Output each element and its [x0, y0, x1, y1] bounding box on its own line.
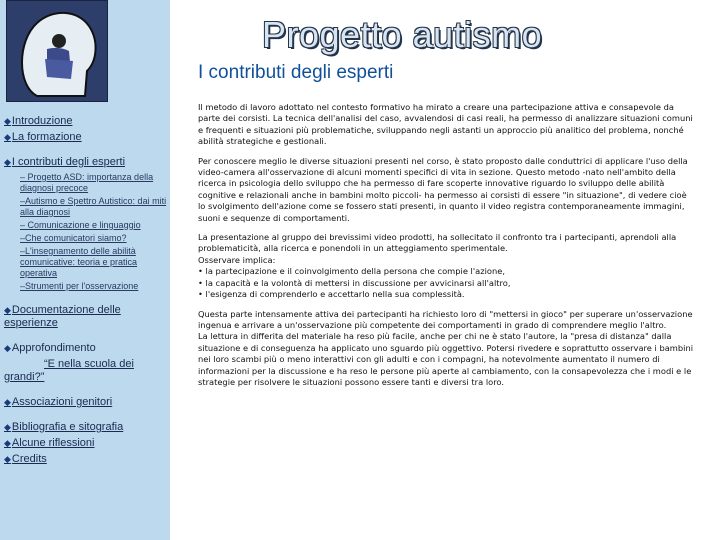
- paragraph-partecipanti: Questa parte intensamente attiva dei partecipanti ha richiesto loro di "mettersi in gioco" per superare un'osservazione ingenua e arrivare a un'osservazione più competente dei comportamenti in grado di comprendere meglio l'altro.: [198, 308, 693, 330]
- subnav-autismo-spettro[interactable]: –Autismo e Spettro Autistico: dai miti alla diagnosi: [20, 196, 167, 217]
- subnav-strumenti-osservazione[interactable]: –Strumenti per l'osservazione: [20, 281, 139, 291]
- list-item: • la partecipazione e il coinvolgimento della persona che compie l'azione,: [198, 266, 505, 277]
- nav-documentazione[interactable]: ◆Documentazione delle esperienze: [4, 304, 121, 329]
- nav-bibliografia[interactable]: ◆Bibliografia e sitografia: [4, 421, 124, 433]
- paragraph-presentazione-block: [198, 232, 694, 300]
- autism-head-logo-icon: [6, 0, 108, 102]
- diamond-bullet-icon: ◆: [4, 305, 11, 315]
- diamond-bullet-icon: ◆: [4, 438, 11, 448]
- diamond-bullet-icon: ◆: [4, 454, 11, 464]
- diamond-bullet-icon: ◆: [4, 343, 11, 353]
- nav-associazioni-genitori[interactable]: ◆Associazioni genitori: [4, 396, 113, 408]
- subnav-progetto-asd[interactable]: – Progetto ASD: importanza della diagnosi precoce: [20, 172, 154, 193]
- nav-introduzione[interactable]: ◆Introduzione: [4, 115, 73, 127]
- diamond-bullet-icon: ◆: [4, 132, 11, 142]
- nav-approfondimento[interactable]: ◆Approfondimento: [4, 342, 96, 354]
- main-content: [198, 102, 694, 388]
- bullet-list: [198, 266, 694, 300]
- diamond-bullet-icon: ◆: [4, 157, 11, 167]
- diamond-bullet-icon: ◆: [4, 116, 11, 126]
- nav-contributi-esperti[interactable]: ◆I contributi degli esperti: [4, 156, 126, 168]
- nav-riflessioni[interactable]: ◆Alcune riflessioni: [4, 437, 95, 449]
- list-item: • l'esigenza di comprenderlo e accettarlo nella sua complessità.: [198, 289, 465, 300]
- navigation-menu: [4, 115, 168, 469]
- page-subtitle: I contributi degli esperti: [198, 62, 394, 83]
- paragraph-osservare: Osservare implica:: [198, 254, 276, 265]
- diamond-bullet-icon: ◆: [4, 422, 11, 432]
- nav-la-formazione[interactable]: ◆La formazione: [4, 131, 82, 143]
- sidebar: [0, 0, 170, 540]
- list-item: • la capacità e la volontà di mettersi in discussione per avvicinarsi all'altro,: [198, 277, 511, 288]
- paragraph-videocamera: Per conoscere meglio le diverse situazioni presenti nel corso, è stato proposto dalle conduttrici di applicare l'uso della video-camera all'osservazione di alcuni momenti specifici di vita in sezione. Questo metodo -nato nell'ambito della ricerca in psicologia dello sviluppo che ha permesso di fare scoperte innovative riguardo lo sviluppo delle abilità cognitive e relazionali anche in bambini molto piccoli- ha permesso ai corsisti di essere "in situazione", di vedere cioè lo svolgimento dell'azione come se fossero stati presenti, in quanto il video registra contemporaneamente immagini, suoni e sequenze di comportamenti.: [198, 155, 688, 223]
- paragraph-presentazione: La presentazione al gruppo dei brevissimi video prodotti, ha sollecitato il confronto tra i partecipanti, aprendoli alla problematicità, alla ricerca e ponendoli in un atteggiamento sperimentale.: [198, 232, 677, 254]
- subnav-comunicazione-linguaggio[interactable]: – Comunicazione e linguaggio: [20, 220, 141, 230]
- subnav-insegnamento-abilita[interactable]: –L'insegnamento delle abilità comunicative: teoria e pratica operativa: [20, 246, 138, 278]
- page-title: Progetto autismo: [262, 14, 543, 55]
- nav-credits[interactable]: ◆Credits: [4, 453, 47, 465]
- paragraph-lettura: La lettura in differita del materiale ha reso più facile, anche per chi ne è stato l'autore, la "presa di distanza" dalla situazione e di conseguenza ha applicato uno sguardo più oggettivo. Potersi rivedere e soprattutto osservare i bambini nei loro scambi più o meno interattivi con gli adulti e con i compagni, ha notevolmente aumentato il numero di informazioni per la discussione e ha reso le persone più aperte al cambiamento, con la consapevolezza che i modi e le strategie per risolvere le situazioni possono essere tanti e diversi tra loro.: [198, 331, 694, 387]
- diamond-bullet-icon: ◆: [4, 397, 11, 407]
- paragraph-metodo: Il metodo di lavoro adottato nel contesto formativo ha mirato a creare una partecipazione attiva e consapevole da parte dei corsisti. La tecnica dell'analisi del caso, avvalendosi di casi reali, ha permesso di analizzare situazioni comuni e frequenti e situazioni più problematiche, sviluppando negli astanti un approccio più analitico del problema, nonché abilità strategiche e gestionali.: [198, 102, 693, 147]
- nav-scuola-grandi[interactable]: “E nella scuola dei grandi?”: [4, 358, 134, 383]
- subnav-comunicatori[interactable]: –Che comunicatori siamo?: [20, 233, 127, 243]
